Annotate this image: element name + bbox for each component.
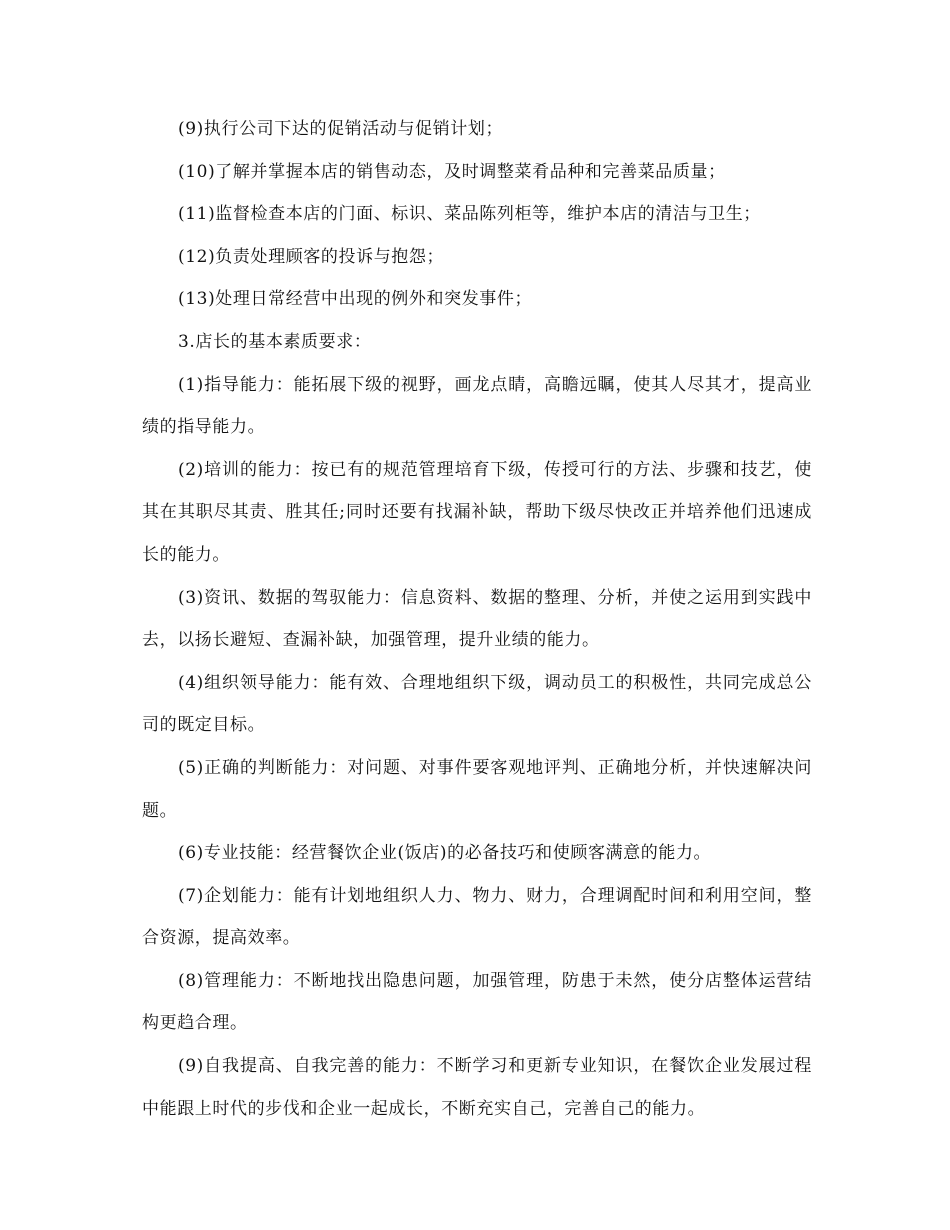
paragraph-quality-5: (5)正确的判断能力：对问题、对事件要客观地评判、正确地分析，并快速解决问题。 [142, 757, 812, 821]
paragraph-duty-9: (9)执行公司下达的促销活动与促销计划； [178, 119, 504, 139]
paragraph-duty-13: (13)处理日常经营中出现的例外和突发事件； [178, 289, 533, 310]
paragraph-quality-6: (6)专业技能：经营餐饮企业(饭店)的必备技巧和使顾客满意的能力。 [178, 843, 712, 864]
paragraph-quality-2: (2)培训的能力：按已有的规范管理培育下级，传授可行的方法、步骤和技艺，使其在其职尽其责、胜其任;同时还要有找漏补缺，帮助下级尽快改正并培养他们迅速成长的能力。 [142, 459, 812, 565]
paragraph-duty-11: (11)监督检查本店的门面、标识、菜品陈列柜等，维护本店的清洁与卫生； [178, 204, 761, 225]
paragraph-quality-4: (4)组织领导能力：能有效、合理地组织下级，调动员工的积极性，共同完成总公司的既定目标。 [142, 672, 812, 736]
document-body [142, 108, 812, 1130]
paragraph-quality-8: (8)管理能力：不断地找出隐患问题，加强管理，防患于未然，使分店整体运营结构更趋合理。 [142, 970, 812, 1034]
section-heading-qualities: 3.店长的基本素质要求： [178, 331, 372, 352]
paragraph-quality-7: (7)企划能力：能有计划地组织人力、物力、财力，合理调配时间和利用空间，整合资源，提高效率。 [142, 885, 812, 949]
paragraph-duty-10: (10)了解并掌握本店的销售动态，及时调整菜肴品种和完善菜品质量； [178, 161, 726, 182]
paragraph-quality-9: (9)自我提高、自我完善的能力：不断学习和更新专业知识，在餐饮企业发展过程中能跟上时代的步伐和企业一起成长，不断充实自己，完善自己的能力。 [142, 1056, 812, 1119]
paragraph-duty-12: (12)负责处理顾客的投诉与抱怨； [178, 246, 445, 267]
paragraph-quality-1: (1)指导能力：能拓展下级的视野，画龙点睛，高瞻远瞩，使其人尽其才，提高业绩的指导能力。 [142, 374, 812, 438]
paragraph-quality-3: (3)资讯、数据的驾驭能力：信息资料、数据的整理、分析，并使之运用到实践中去，以扬长避短、查漏补缺，加强管理，提升业绩的能力。 [142, 587, 812, 651]
